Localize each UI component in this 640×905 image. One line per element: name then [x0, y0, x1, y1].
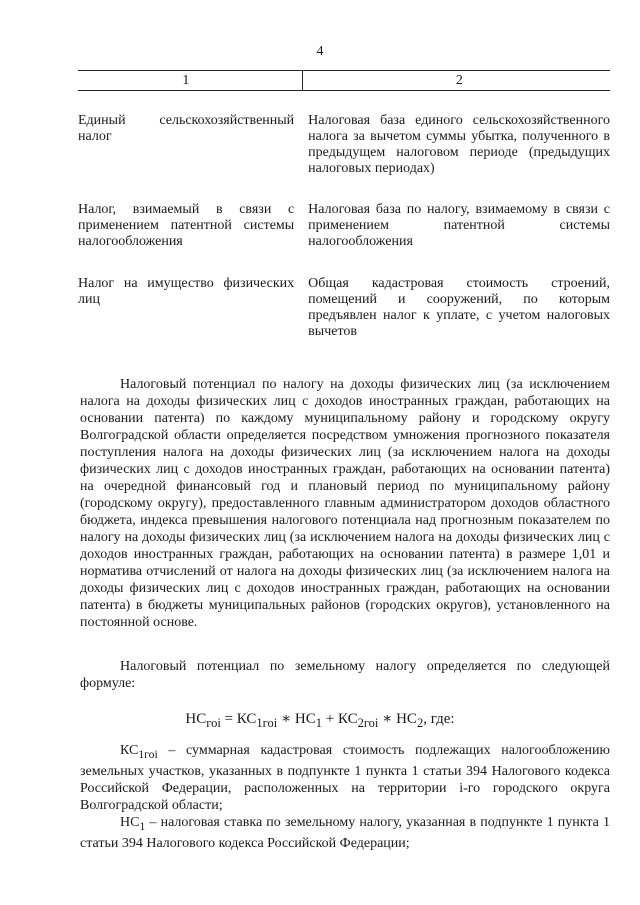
tax-base-cell: Налоговая база единого сельскохозяйственного налога за вычетом суммы убытка, полученного в предыдущем налоговом периоде (предыдущих налоговых периодах)	[308, 113, 610, 176]
ndfl-potential-paragraph: Налоговый потенциал по налогу на доходы физических лиц (за исключением налога на доходы физических лиц с доходов иностранных граждан, работающих на основании патента) по каждому муниципальному району и городскому округу Волгоградской области определяется посредством умножения прогнозного показателя поступления налога на доходы физических лиц (за исключением налога на доходы физических лиц с доходов иностранных граждан, работающих на основании патента) на очередной финансовый год и плановый период по муниципальному району (городскому округу), предоставленного главным администратором доходов областного бюджета, индекса превышения налогового потенциала над прогнозным показателем по налогу на доходы физических лиц (за исключением налога на доходы физических лиц с доходов иностранных граждан, работающих на основании патента) в размере 1,01 и норматива отчислений от налога на доходы физических лиц (за исключением налога на доходы физических лиц с доходов иностранных граждан, работающих на основании патента) в бюджеты муниципальных районов (городских округов), установленного на постоянной основе.	[80, 377, 610, 630]
definition-ns1: $НС_1$ – налоговая ставка по земельному налогу, указанная в подпункте 1 пункта 1 статьи 394 Налогового кодекса Российской Федерации;	[80, 814, 610, 851]
page-number: 4	[316, 44, 324, 59]
ndfl-potential-section	[80, 376, 610, 631]
tax-base-cell: Налоговая база по налогу, взимаемому в связи с применением патентной системы налогообложения	[308, 202, 610, 249]
formula-definitions	[80, 742, 610, 852]
land-tax-intro-paragraph: Налоговый потенциал по земельному налогу определяется по следующей формуле:	[80, 659, 610, 691]
tax-base-cell: Общая кадастровая стоимость строений, помещений и сооружений, по которым предъявлен налог к уплате, с учетом налоговых вычетов	[308, 276, 610, 339]
column-header-1: 1	[78, 71, 302, 91]
table-row	[78, 177, 610, 250]
column-header-2: 2	[302, 71, 610, 91]
tax-name-cell: Единый сельскохозяйственный налог	[78, 113, 295, 144]
tax-name-cell: Налог на имущество физических лиц	[78, 276, 295, 307]
table-header-row	[78, 71, 610, 91]
land-tax-formula: $НС_{гоi} = КС_{1гоi}$ ∗ $НС_1 + КС_{2гоi}$ ∗ $НС_2$, где:	[185, 711, 455, 730]
land-tax-section	[80, 658, 610, 692]
definition-ks1goi: $КС_{1гоi}$ – суммарная кадастровая стоимость подлежащих налогообложению земельных участков, указанных в подпункте 1 пункта 1 статьи 394 Налогового кодекса Российской Федерации, расположенных на территории i-го городского округа Волгоградской области;	[80, 743, 610, 813]
tax-base-table	[78, 70, 610, 340]
table-row	[78, 250, 610, 340]
tax-name-cell: Налог, взимаемый в связи с применением патентной системы налогообложения	[78, 202, 295, 249]
table-row	[78, 91, 610, 178]
